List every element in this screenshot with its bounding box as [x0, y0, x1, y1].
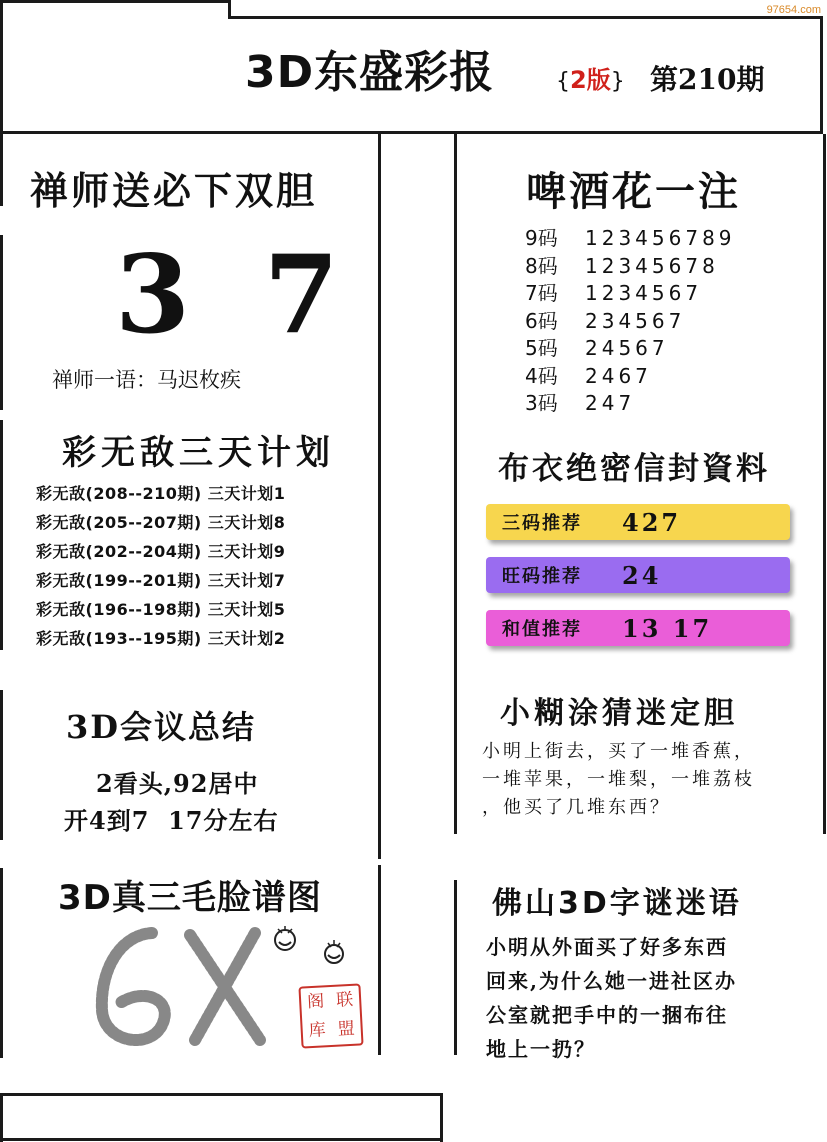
- beer-code-count: 4码: [525, 363, 558, 388]
- beer-code-count: 3码: [525, 391, 558, 415]
- footer-border-left: [0, 1093, 3, 1142]
- beer-code-count: 9码: [525, 226, 558, 250]
- beer-code-row: [525, 360, 652, 389]
- column-divider-right-lower: [454, 880, 457, 1055]
- beer-code-count: 5码: [525, 336, 558, 360]
- beer-section-title: 啤酒花一注: [526, 169, 741, 215]
- header-border-top: [228, 16, 823, 19]
- beer-code-count: 6码: [525, 308, 558, 333]
- recommendation-value: 427: [622, 507, 682, 537]
- foshan-line: 公室就把手中的一捆布往: [486, 1003, 728, 1027]
- recommendation-label: 三码推荐: [502, 513, 582, 534]
- meeting-line-2: 开4到7 17分左右: [64, 806, 279, 835]
- column-divider-left-lower: [378, 865, 381, 1055]
- plan-row: 彩无敌(208--210期) 三天计划1: [36, 484, 286, 503]
- edition-brace-open: {: [556, 69, 570, 94]
- beer-code-digits: 24567: [585, 336, 669, 360]
- footer-border-bottom: [0, 1138, 443, 1141]
- beer-code-digits: 234567: [585, 308, 686, 333]
- foshan-section-title: 佛山3D字谜迷语: [492, 886, 742, 921]
- face-icon: [270, 920, 300, 958]
- column-divider-right: [454, 134, 457, 834]
- page-border-left-c: [0, 420, 3, 650]
- sanmao-section-title: 3D真三毛脸谱图: [58, 878, 322, 918]
- sanmao-figure: [90, 915, 290, 1055]
- riddle-section-title: 小糊涂猜迷定胆: [500, 696, 738, 731]
- recommendation-value: 13 17: [622, 613, 713, 643]
- seal-char: 联: [335, 989, 354, 1011]
- seal-char: 阁: [306, 991, 325, 1013]
- recommendation-value: 24: [622, 560, 662, 590]
- foshan-line: 地上一扔？: [486, 1037, 596, 1061]
- beer-code-row: [525, 222, 736, 251]
- envelope-section-title: 布衣绝密信封資料: [498, 451, 770, 487]
- beer-code-row: [525, 250, 719, 279]
- edition-number: 2版: [570, 66, 611, 94]
- header-border-left: [0, 0, 3, 134]
- beer-code-digits: 12345678: [585, 253, 719, 278]
- riddle-text: [482, 738, 755, 822]
- page-border-left-b: [0, 235, 3, 410]
- site-watermark: 97654.com: [766, 4, 821, 16]
- page-border-left-a: [0, 134, 3, 206]
- beer-code-row: [525, 387, 635, 416]
- face-icon: [320, 935, 348, 971]
- beer-code-digits: 2467: [585, 363, 652, 388]
- beer-code-row: [525, 305, 685, 334]
- edition-label: [556, 60, 625, 95]
- zen-section-title: 禅师送必下双胆: [30, 169, 318, 213]
- seal-stamp: [298, 983, 363, 1048]
- beer-code-count: 8码: [525, 253, 558, 278]
- recommendation-bar: [486, 504, 790, 540]
- riddle-line: 小明上街去，买了一堆香蕉，: [482, 741, 755, 762]
- foshan-line: 小明从外面买了好多东西: [486, 935, 728, 959]
- recommendation-bar: [486, 557, 790, 593]
- footer-border-top: [0, 1093, 440, 1096]
- page-border-left-e: [0, 868, 3, 1058]
- seal-char: 盟: [337, 1018, 356, 1040]
- issue-number: 第210期: [650, 63, 765, 96]
- meeting-line-1: 2看头,92居中: [96, 769, 259, 798]
- recommendation-bar: [486, 610, 790, 646]
- plan-row: 彩无敌(205--207期) 三天计划8: [36, 513, 286, 532]
- riddle-line: 一堆苹果，一堆梨，一堆荔枝: [482, 769, 755, 790]
- plan-row: 彩无敌(202--204期) 三天计划9: [36, 542, 286, 561]
- header-border-bottom: [0, 131, 823, 134]
- recommendation-label: 和值推荐: [502, 619, 582, 640]
- beer-code-row: [525, 277, 702, 306]
- beer-code-digits: 247: [585, 391, 636, 415]
- column-divider-left: [378, 134, 381, 859]
- seal-char: 库: [308, 1020, 327, 1042]
- zen-dan-digits: 3 7: [115, 232, 357, 358]
- beer-code-count: 7码: [525, 281, 558, 305]
- newspaper-title: 3D东盛彩报: [245, 47, 495, 98]
- beer-code-row: [525, 332, 669, 361]
- recommendation-label: 旺码推荐: [502, 566, 582, 587]
- plan-row: 彩无敌(196--198期) 三天计划5: [36, 600, 286, 619]
- plan-section-title: 彩无敌三天计划: [62, 433, 335, 473]
- riddle-line: ，他买了几堆东西？: [482, 797, 671, 818]
- foshan-text: [486, 930, 737, 1066]
- footer-border-right: [440, 1093, 443, 1142]
- beer-code-digits: 1234567: [585, 281, 703, 305]
- foshan-line: 回来,为什么她一进社区办: [486, 969, 737, 993]
- header-border-right: [820, 16, 823, 134]
- page-border-left-d: [0, 690, 3, 840]
- zen-quote: 禅师一语：马迟枚疾: [52, 368, 241, 392]
- sanmao-6x-illustration: [90, 915, 290, 1055]
- plan-row: 彩无敌(199--201期) 三天计划7: [36, 571, 286, 590]
- edition-brace-close: }: [610, 69, 625, 94]
- meeting-section-title: 3D会议总结: [66, 708, 257, 746]
- page-border-right: [823, 134, 826, 834]
- beer-code-digits: 123456789: [585, 226, 736, 250]
- header-border-top-left: [0, 0, 230, 3]
- plan-row: 彩无敌(193--195期) 三天计划2: [36, 629, 286, 648]
